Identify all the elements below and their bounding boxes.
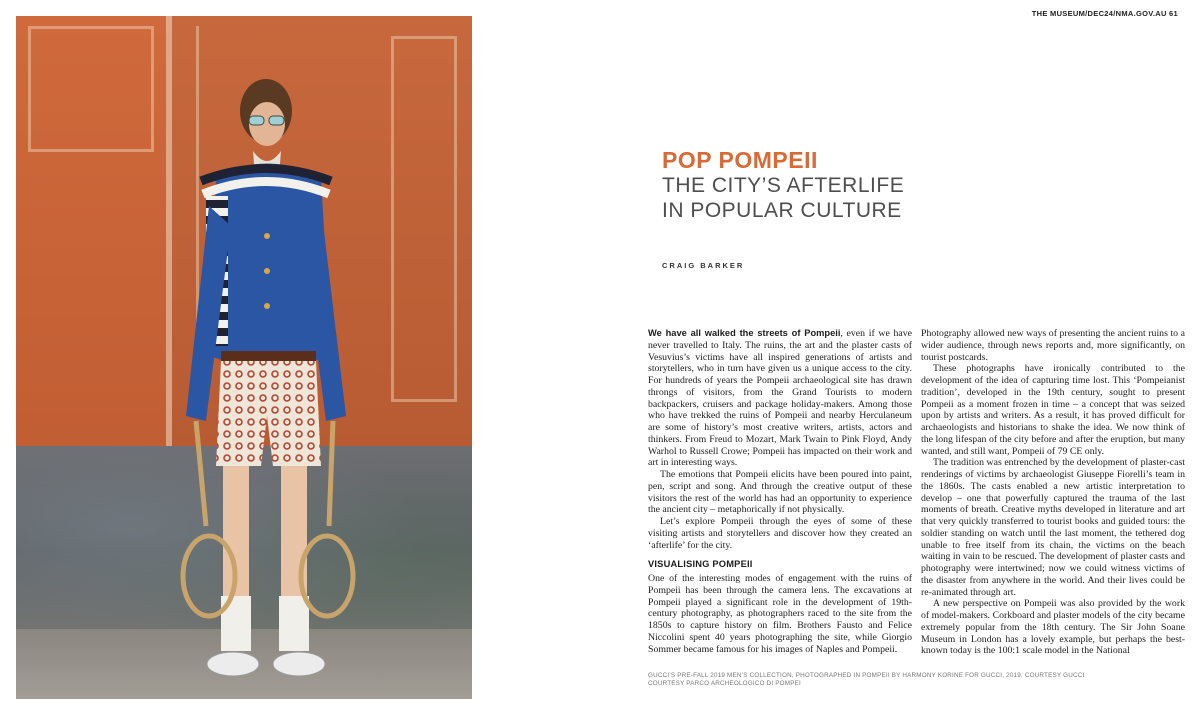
article-subtitle <box>662 173 962 223</box>
caption-line-2: COURTESY PARCO ARCHEOLOGICO DI POMPEI <box>648 680 801 687</box>
paragraph: One of the interesting modes of engagement with the ruins of Pompeii has been through the camera lens. The excavations at Pompeii played a significant role in the development of 19th-century photography, as photographers raced to the site from the 1850s to capture history on film. Brothers Fausto and Felice Niccolini spent 40 years photographing the site, while Giorgio Sommer became famous for his images of Naples and Pompeii. <box>648 573 912 655</box>
fresco-panel-frame-right <box>391 36 457 402</box>
author-byline: CRAIG BARKER <box>662 261 745 270</box>
body-column-1 <box>648 328 912 655</box>
paragraph: A new perspective on Pompeii was also provided by the work of model-makers. Corkboard and plaster models of the city became extremely popular from the 18th century. The Sir John Soane Museum in London has a lovely example, but perhaps the best-known today is the 100:1 scale model in the National <box>921 598 1185 657</box>
body-column-2 <box>921 328 1185 657</box>
subtitle-line-1: THE CITY’S AFTERLIFE <box>662 174 905 197</box>
subtitle-line-2: IN POPULAR CULTURE <box>662 199 902 222</box>
paragraph: The tradition was entrenched by the development of plaster-cast renderings of victims by archaeologist Giuseppe Fiorelli’s team in the 1860s. The casts enabled a new artistic interpretation to develop – one that powerfully captured the trauma of the last moments of breath. Creative myths developed in literature and art that very quickly transferred to tourist books and guided tours: the soldier standing on watch until the last moment, the tethered dog unable to free itself from its chain, the victims on the beach waiting in vain to be rescued. The development of plaster casts and photography were intertwined; now we could witness victims of the disaster from anywhere in the world. And their lives could be re-animated through art. <box>921 457 1185 598</box>
photo-man-in-pompeii-fresco-room <box>16 16 472 699</box>
fresco-panel-frame <box>28 26 154 152</box>
photo-caption <box>648 672 1085 688</box>
paragraph: Let’s explore Pompeii through the eyes of some of these visiting artists and storytellers and discover how they created an ‘afterlife’ for the city. <box>648 516 912 551</box>
lead-in: We have all walked the streets of Pompeii <box>648 328 841 338</box>
man-figure <box>161 56 371 696</box>
caption-line-1: GUCCI’S PRE-FALL 2019 MEN’S COLLECTION, PHOTOGRAPHED IN POMPEII BY HARMONY KORINE FOR GUCCI, 2019. COURTESY GUCCI <box>648 672 1085 679</box>
page-folio: THE MUSEUM/DEC24/NMA.GOV.AU 61 <box>1031 9 1178 18</box>
paragraph-intro <box>648 328 912 469</box>
section-subhead: VISUALISING POMPEII <box>648 559 753 570</box>
article-title: POP POMPEII <box>662 147 818 173</box>
paragraph: These photographs have ironically contributed to the development of the idea of capturing time lost. This ‘Pompeianist tradition’, developed in the 19th century, sought to present Pompeii as a moment frozen in time – a concept that was seized upon by artists and writers. As a result, it has proved difficult for archaeologists and historians to shake the idea. We now think of the long lifespan of the city before and after the eruption, but many wanted, and still want, Pompeii of 79 CE only. <box>921 363 1185 457</box>
paragraph-intro-text: , even if we have never travelled to Italy. The ruins, the art and the plaster casts of Vesuvius’s victims have all inspired generations of artists and storytellers, who in turn have given us a unique access to the city. For hundreds of years the Pompeii archaeological site has drawn throngs of visitors, from the Grand Tourists to modern backpackers, cruisers and package holiday-makers. Among those who have trekked the ruins of Pompeii and nearby Herculaneum are some of history’s most creative writers, artists, actors and thinkers. From Freud to Mozart, Mark Twain to Pink Floyd, Andy Warhol to Russell Crowe; Pompeii has impacted on their work and art in interesting ways. <box>648 328 912 469</box>
paragraph: Photography allowed new ways of presenting the ancient ruins to a wider audience, through news reports and, more significantly, on tourist postcards. <box>921 328 1185 363</box>
paragraph: The emotions that Pompeii elicits have been poured into paint, pen, script and song. And through the creative output of these visitors the rest of the world has had an opportunity to experience the ancient city – metaphorically if not physically. <box>648 469 912 516</box>
